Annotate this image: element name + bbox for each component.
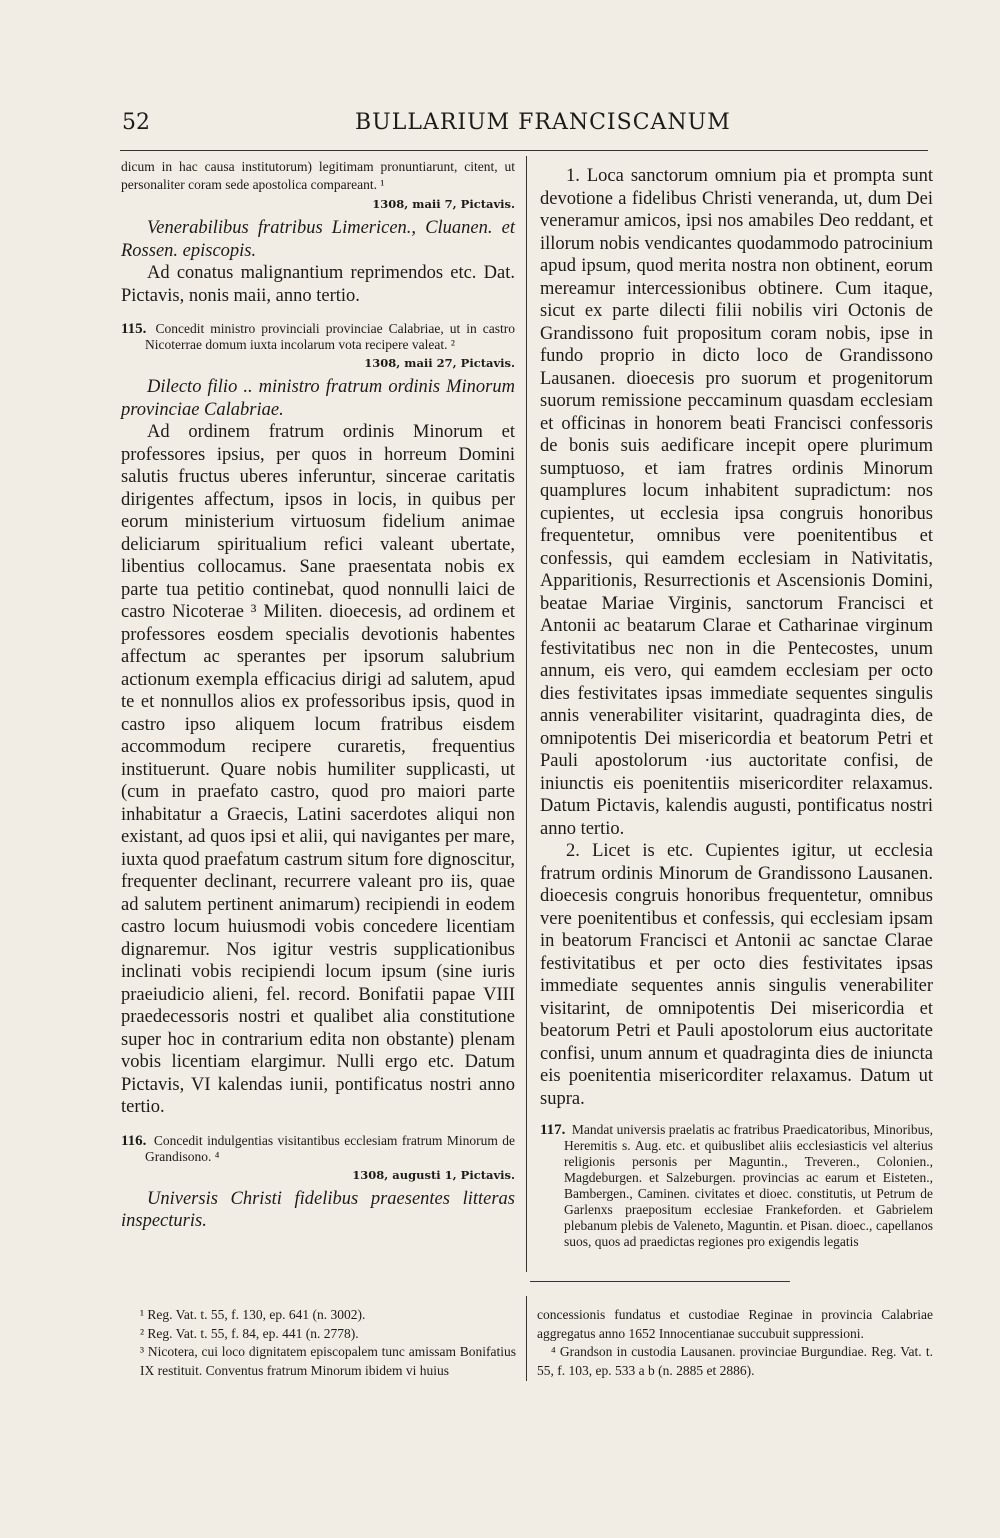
footnotes-right (537, 1306, 933, 1380)
header-rule (120, 150, 928, 151)
footnote-rule (530, 1281, 790, 1282)
text-2: Ad ordinem fratrum ordinis Minorum et professores ipsius, per quos in horreum Domini salutis fructus uberes inferuntur, sincerae caritatis dirigentes affectum, ipsos in locis, in quibus per eorum ministerium virtuosum fidelium animae deliciarum spiritualium refici valeant ubertate, libentius collocamus. Sane praesentata nobis ex parte tua petitio continebat, quod nonnulli laici de castro Nicoterae ³ Militen. dioecesis, ad ordinem et professores eosdem specialis devotionis habentes affectum ac sperantes per ipsorum salubrium actionum exempla efficacius dirigi ad salutem, apud te et nonnullos alios ex professoribus ipsis, quod in castro ipso aliquem locum fratribus eisdem accommodum recipere curaretis, frequentius instituerunt. Quare nobis humiliter supplicasti, ut (cum in praefato castro, quod pro maiori parte inhabitatur a Graecis, Latini sacerdotes aliqui non existant, ad quos ipsi et alii, qui navigantes per mare, iuxta quod praefatum castrum situm fore dignoscitur, frequenter declinant, recurrere valeant pro iis, quae ad salutem pertinent animarum) recipiendi in eodem castro locum huiusmodi vobis concedere licentiam dignaremur. Nos igitur vestris supplicationibus inclinati vobis recipiendi locum ipsum (sine iuris praeiudicio alieni, fel. record. Bonifatii papae VIII praedecessoris nostri et qualibet alia constitutione super hoc in contrarium edita non obstante) plenam vobis licentiam elargimur. Nulli ergo etc. Datum Pictavis, VI kalendas iunii, pontificatus nostri anno tertio. (121, 422, 515, 1117)
doc-115-summary (121, 321, 515, 353)
paragraph-2: 2. Licet is etc. Cupientes igitur, ut ecclesia fratrum ordinis Minorum de Grandissono Lausanen. dioecesis congruis honoribus frequentetur, omnibus vere poenitentibus et confessis, qui ecclesiam ipsam in beatorum Francisci et Antonii ac sanctae Clarae festivitatibus et per octo dies festivitates ipsas immediate sequentes annis singulis venerabiliter visitarint, de omnipotentis Dei misericordia et beatorum Petri et Pauli apostolorum eius auctoritate confisi, unum annum et quadraginta dies de iniuncta eis poenitentia misericorditer relaxamus. Datum ut supra. (540, 841, 933, 1109)
address-1: Venerabilibus fratribus Limericen., Cluanen. et Rossen. episcopis. (121, 218, 515, 261)
date-line-3: 1308, augusti 1, Pictavis. (352, 1167, 515, 1182)
footnote-4: ⁴ Grandson in custodia Lausanen. provinciae Burgundiae. Reg. Vat. t. 55, f. 103, ep. 533 a b (n. 2885 et 2886). (537, 1344, 933, 1378)
footnote-3: ³ Nicotera, cui loco dignitatem episcopalem tunc amissam Bonifatius IX restituit. Conventus fratrum Minorum ibidem vi huius (140, 1344, 516, 1378)
text-1: Ad conatus malignantium reprimendos etc. Dat. Pictavis, nonis maii, anno tertio. (121, 263, 515, 306)
footnotes-left (140, 1306, 516, 1380)
doc-116-number: 116. (121, 1132, 147, 1149)
doc-116-summary-text: Concedit indulgentias visitantibus ecclesiam fratrum Minorum de Grandisono. ⁴ (145, 1132, 516, 1164)
doc-117-number: 117. (540, 1122, 566, 1138)
date-line-1: 1308, maii 7, Pictavis. (372, 197, 515, 211)
footnote-2: ² Reg. Vat. t. 55, f. 84, ep. 441 (n. 2778). (140, 1325, 359, 1341)
footnote-3-continued: concessionis fundatus et custodiae Reginae in provincia Calabriae aggregatus anno 1652 Innocentianae succubuit suppressioni. (537, 1307, 933, 1341)
footnote-1: ¹ Reg. Vat. t. 55, f. 130, ep. 641 (n. 3002). (140, 1307, 366, 1322)
running-title: BULLARIUM FRANCISCANUM (355, 110, 731, 135)
doc-117-summary-text: Mandat universis praelatis ac fratribus Praedicatoribus, Minoribus, Heremitis s. Aug. etc. et quibuslibet aliis ecclesiasticis vel alterius religionis personis per Maguntin., Treveren., Colonien., Magdeburgen. et Salzeburgen. provincias ac earum et Eisteten., Bambergen., Caminen. civitates et dioec. constitutis, ut Petrum de Garlenxs praepositum ecclesiae Frankeforden. et Gabrielem plebanum plebis de Valeneto, Maguntin. et Pisan. dioec., capellanos suos, quos ad praedictas regiones pro exigendis legatis (564, 1122, 933, 1249)
address-3: Universis Christi fidelibus praesentes litteras inspecturis. (121, 1188, 515, 1231)
address-2: Dilecto filio .. ministro fratrum ordinis Minorum provinciae Calabriae. (121, 377, 515, 420)
left-column (121, 158, 515, 1233)
doc-115-number: 115. (121, 321, 147, 337)
doc-115-summary-text: Concedit ministro provinciali provinciae Calabriae, ut in castro Nicoterrae domum iuxta incolarum vota recipere valeat. ² (145, 321, 516, 352)
paragraph-1: 1. Loca sanctorum omnium pia et prompta sunt devotione a fidelibus Christi veneranda, ut, dum Dei veneramur amicos, ipsi nos amabiles Deo reddant, et illorum nobis vendicantes quodammodo patrocinium apud ipsum, quod merita nostra non obtinent, eorum mereamur intercessionibus obtinere. Cum itaque, sicut ex parte dilecti filii nobilis viri Octonis de Grandissono fuit propositum coram nobis, ipse in fundo proprio in dicto loco de Grandissono Lausanen. dioecesis pro suorum et progenitorum suorum remissione peccaminum quasdam ecclesiam et officinas in honorem beati Francisci confessoris de bonis suis aedificare incepit opere plurimum sumptuoso, et iam fratres ordinis Minorum quamplures locum inhabitent supradictum: nos cupientes, ut ecclesia ipsa congruis honoribus frequentetur, omnibus vere poenitentibus et confessis, qui eamdem ecclesiam in Nativitatis, Apparitionis, Resurrectionis et Ascensionis Domini, beatae Mariae Virginis, sanctorum Francisci et Antonii ac beatarum Clarae et Catharinae virginum festivitatibus nec non in die Pentecostes, unum annum, eis vero, qui eamdem ecclesiam per octo dies festivitates ipsas immediate sequentes singulis annis venerabiliter visitarint, quadraginta dies, de omnipotentis Dei misericordia et beatorum Petri et Pauli apostolorum ·ius auctoritate confisi, de iniunctis eis poenitentiis misericorditer relaxamus. Datum Pictavis, kalendis augusti, pontificatus nostri anno tertio. (540, 166, 933, 839)
continued-text: dicum in hac causa institutorum) legitimam pronuntiarunt, citent, ut personaliter coram sede apostolica compareant. ¹ (121, 159, 515, 192)
footnote-divider (526, 1296, 527, 1381)
doc-117-summary (540, 1122, 933, 1250)
date-line-2: 1308, maii 27, Pictavis. (364, 356, 515, 370)
doc-116-summary (121, 1133, 515, 1165)
column-divider (526, 156, 527, 1272)
page-number: 52 (122, 110, 150, 135)
right-column (540, 165, 933, 1250)
